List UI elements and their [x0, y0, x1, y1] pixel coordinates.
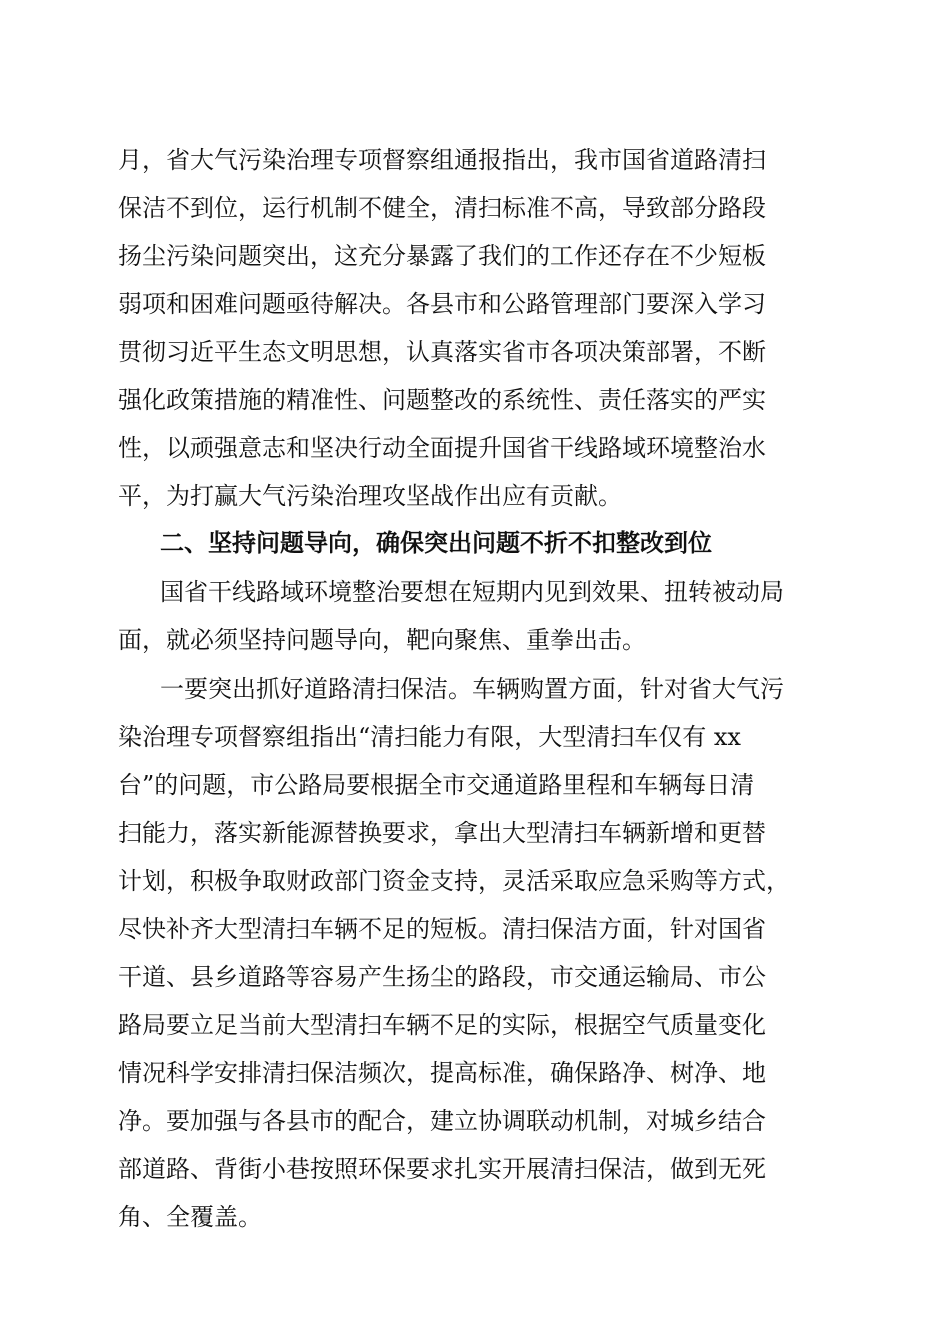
text-line: [0, 428, 950, 468]
text-line: [0, 476, 950, 516]
text-line: [0, 332, 950, 372]
text-line: [0, 1101, 950, 1141]
line-text: 国省干线路域环境整治要想在短期内见到效果、扭转被动局: [160, 578, 784, 606]
line-text: 净。要加强与各县市的配合，建立协调联动机制，对城乡结合: [118, 1107, 766, 1135]
text-line: [0, 909, 950, 949]
line-text: 性，以顽强意志和坚决行动全面提升国省干线路域环境整治水: [118, 434, 766, 462]
line-text: 路局要立足当前大型清扫车辆不足的实际，根据空气质量变化: [118, 1011, 766, 1039]
line-text: 扫能力，落实新能源替换要求，拿出大型清扫车辆新增和更替: [118, 819, 766, 847]
text-line: [0, 380, 950, 420]
text-line: [0, 765, 950, 805]
text-line: [0, 236, 950, 276]
line-text: 部道路、背街小巷按照环保要求扎实开展清扫保洁，做到无死: [118, 1155, 766, 1183]
line-text: 强化政策措施的精准性、问题整改的系统性、责任落实的严实: [118, 386, 766, 414]
line-text: 角、全覆盖。: [118, 1203, 262, 1231]
section-heading-text: 二、坚持问题导向，确保突出问题不折不扣整改到位: [160, 529, 712, 557]
text-line: [0, 861, 950, 901]
line-text: 弱项和困难问题亟待解决。各县市和公路管理部门要深入学习: [118, 290, 766, 318]
text-line: [0, 284, 950, 324]
text-line: [0, 957, 950, 997]
line-text: 台”的问题，市公路局要根据全市交通道路里程和车辆每日清: [118, 771, 755, 799]
text-line: [0, 140, 950, 180]
text-line: [0, 1197, 950, 1237]
line-text: 一要突出抓好道路清扫保洁。车辆购置方面，针对省大气污: [160, 675, 784, 703]
line-text: 情况科学安排清扫保洁频次，提高标准，确保路净、树净、地: [118, 1059, 766, 1087]
line-text: 面，就必须坚持问题导向，靶向聚焦、重拳出击。: [118, 626, 646, 654]
line-text: 贯彻习近平生态文明思想，认真落实省市各项决策部署，不断: [118, 338, 766, 366]
text-line: [0, 1005, 950, 1045]
text-line: [0, 1053, 950, 1093]
line-text: 干道、县乡道路等容易产生扬尘的路段，市交通运输局、市公: [118, 963, 766, 991]
text-line: [0, 572, 950, 612]
line-text: 尽快补齐大型清扫车辆不足的短板。清扫保洁方面，针对国省: [118, 915, 766, 943]
text-line: [0, 188, 950, 228]
text-line: [0, 717, 950, 757]
line-text: 扬尘污染问题突出，这充分暴露了我们的工作还存在不少短板: [118, 242, 766, 270]
line-text: 平，为打赢大气污染治理攻坚战作出应有贡献。: [118, 482, 622, 510]
text-line: [0, 620, 950, 660]
section-heading: [0, 523, 950, 563]
line-text: 计划，积极争取财政部门资金支持，灵活采取应急采购等方式，: [118, 867, 790, 895]
line-text: 保洁不到位，运行机制不健全，清扫标准不高，导致部分路段: [118, 194, 766, 222]
text-line: [0, 1149, 950, 1189]
text-line: [0, 813, 950, 853]
line-text: 月，省大气污染治理专项督察组通报指出，我市国省道路清扫: [118, 146, 766, 174]
line-text: 染治理专项督察组指出“清扫能力有限，大型清扫车仅有 xx: [118, 723, 741, 751]
text-line: [0, 669, 950, 709]
